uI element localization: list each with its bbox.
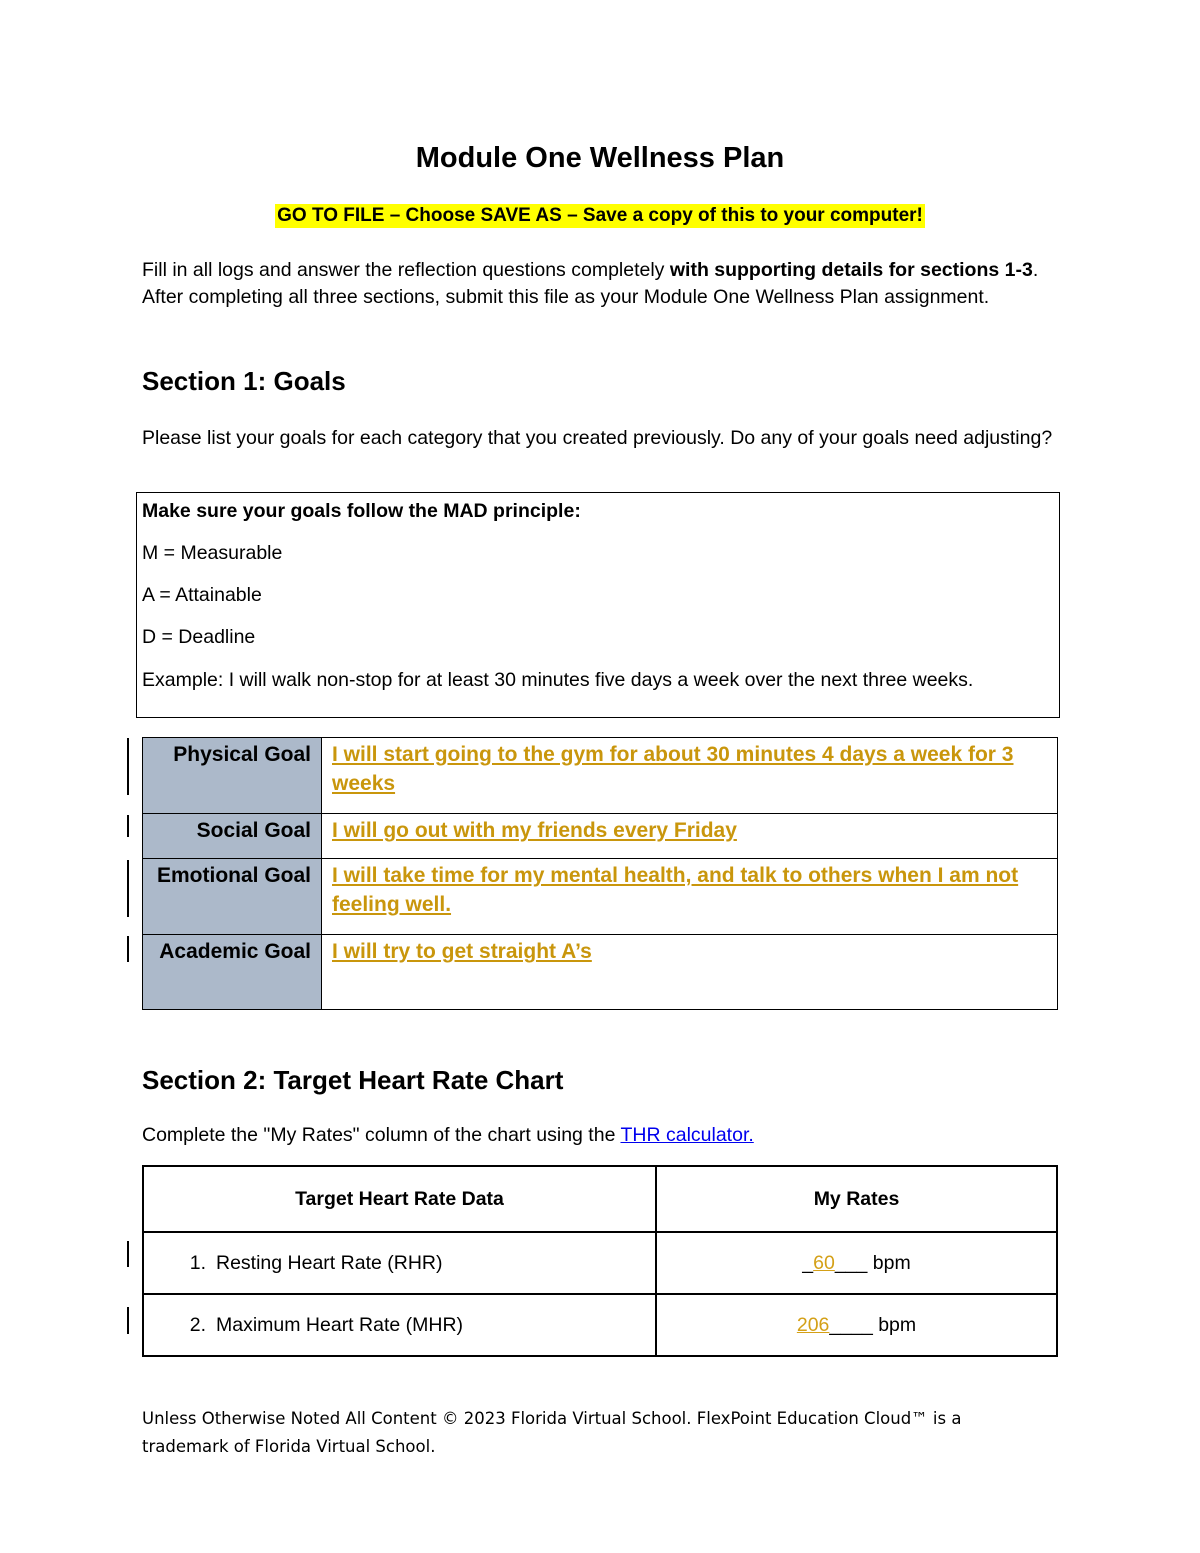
mad-measurable: M = Measurable [142,542,283,564]
rhr-label-cell [143,1232,656,1294]
goals-table [142,737,1058,1010]
page-title: Module One Wellness Plan [415,142,785,174]
goal-text-academic: I will try to get straight A’s [332,940,592,963]
mad-attainable: A = Attainable [142,584,262,606]
goal-value-social[interactable] [322,814,1058,859]
goal-text-emotional: I will take time for my mental health, and talk to others when I am not feeling well. [332,864,1019,916]
mhr-label: Maximum Heart Rate (MHR) [216,1313,464,1336]
revision-bar [127,1241,129,1267]
section1-heading: Section 1: Goals [142,366,346,396]
revision-bar [127,860,129,917]
rhr-label: Resting Heart Rate (RHR) [216,1251,443,1274]
revision-bar [127,738,129,795]
table-row [143,738,1058,814]
goal-text-physical: I will start going to the gym for about 30 minutes 4 days a week for 3 weeks [332,743,1014,795]
save-instructions-banner: GO TO FILE – Choose SAVE AS – Save a copy of this to your computer! [277,205,923,226]
section2-prompt [142,1122,1062,1148]
section2-prompt-text: Complete the "My Rates" column of the chart using the [142,1124,621,1146]
goal-value-academic[interactable] [322,935,1058,1010]
goal-label-academic: Academic Goal [143,935,322,1010]
list-number: 2. [189,1313,206,1336]
goal-text-social: I will go out with my friends every Friday [332,819,737,842]
mad-principle-box [136,492,1060,718]
goal-label-social: Social Goal [143,814,322,859]
col-header-my-rates: My Rates [656,1166,1057,1232]
intro-text-1: Fill in all logs and answer the reflection questions completely [142,259,670,281]
mad-heading: Make sure your goals follow the MAD principle: [142,500,581,522]
goal-value-physical[interactable] [322,738,1058,814]
thr-calculator-link[interactable]: THR calculator. [620,1124,754,1146]
rhr-value-cell[interactable] [656,1232,1057,1294]
rhr-prefix: _ [802,1251,814,1274]
mhr-label-cell [143,1294,656,1356]
table-row [143,935,1058,1010]
table-row [143,1232,1057,1294]
section1-prompt: Please list your goals for each category that you created previously. Do any of your goals need adjusting? [142,427,1053,449]
copyright-footer: Unless Otherwise Noted All Content © 2023 Florida Virtual School. FlexPoint Education Cloud™ is a trademark of Florida Virtual School. [142,1409,962,1456]
mad-deadline: D = Deadline [142,626,256,648]
goal-label-physical: Physical Goal [143,738,322,814]
goal-label-emotional: Emotional Goal [143,859,322,935]
rhr-value: 60 [813,1251,835,1274]
revision-bar [127,936,129,962]
revision-bar [127,1307,129,1334]
table-header-row [143,1166,1057,1232]
list-number: 1. [189,1251,206,1274]
intro-text-2: . After completing all three sections, submit this file as your Module One Wellness Plan assignment. [142,259,1039,308]
rhr-suffix: ___ bpm [834,1251,911,1274]
intro-paragraph [142,257,1062,311]
goal-value-emotional[interactable] [322,859,1058,935]
mhr-value-cell[interactable] [656,1294,1057,1356]
table-row [143,1294,1057,1356]
table-row [143,814,1058,859]
heart-rate-table [142,1165,1058,1357]
table-row [143,859,1058,935]
save-banner-wrap [0,205,1200,227]
mad-example: Example: I will walk non-stop for at least 30 minutes five days a week over the next three weeks. [142,669,974,691]
mhr-value: 206 [796,1313,830,1336]
intro-bold-text: with supporting details for sections 1-3 [669,259,1033,281]
mhr-suffix: ____ bpm [829,1313,917,1336]
section2-heading: Section 2: Target Heart Rate Chart [142,1065,564,1095]
col-header-data: Target Heart Rate Data [143,1166,656,1232]
revision-bar [127,815,129,837]
